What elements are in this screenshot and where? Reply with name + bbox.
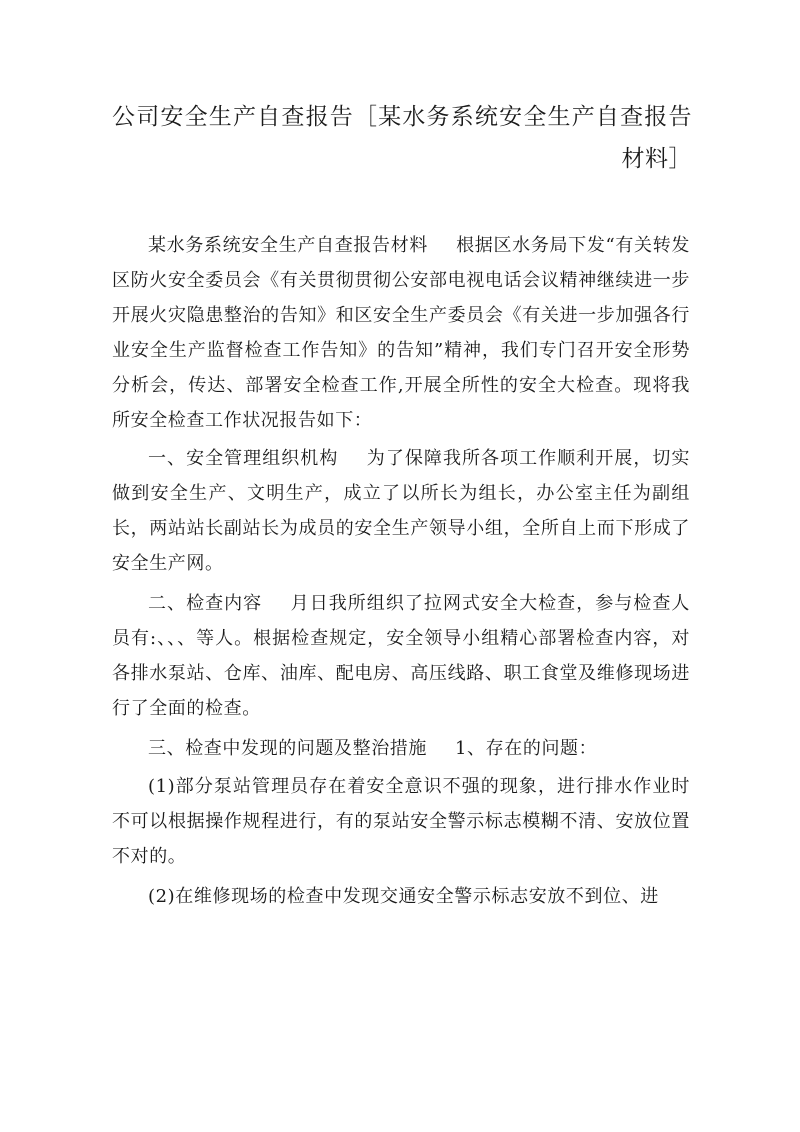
paragraph-issue-1: (1)部分泵站管理员存在着安全意识不强的现象，进行排水作业时不可以根据操作规程进行，有的泵站安全警示标志模糊不清、安放位置不对的。 — [112, 776, 690, 867]
paragraph-section-3 — [112, 731, 690, 766]
paragraph-issue-2: (2)在维修现场的检查中发现交通安全警示标志安放不到位、进 — [148, 886, 659, 907]
document-title: 公司安全生产自查报告［某水务系统安全生产自查报告材料］ — [112, 104, 692, 172]
paragraph-lead: 二、检查内容 — [148, 593, 263, 614]
paragraph-text: 为了保障我所各项工作顺利开展，切实做到安全生产、文明生产，成立了以所长为组长，办公室主任为副组长，两站站长副站长为成员的安全生产领导小组，全所自上而下形成了安全生产网。 — [112, 448, 691, 574]
paragraph-text: 月日我所组织了拉网式安全大检查，参与检查人员有:、、、等人。根据检查规定，安全领导小组精心部署检查内容，对各排水泵站、仓库、油库、配电房、高压线路、职工食堂及维修现场进行了全面的检查。 — [112, 593, 690, 719]
document-body — [112, 228, 690, 914]
paragraph-intro — [112, 228, 690, 438]
paragraph-lead: 三、检查中发现的问题及整治措施 — [148, 738, 427, 759]
paragraph-lead: 某水务系统安全生产自查报告材料 — [148, 235, 429, 256]
paragraph-section-1 — [112, 441, 690, 581]
paragraph-section-2 — [112, 586, 690, 726]
paragraph-lead: 一、安全管理组织机构 — [148, 448, 339, 469]
paragraph-text: 1、存在的问题： — [455, 738, 598, 759]
paragraph-text: 根据区水务局下发“有关转发区防火安全委员会《有关贯彻贯彻公安部电视电话会议精神继续进一步开展火灾隐患整治的告知》和区安全生产委员会《有关进一步加强各行业安全生产监督检查工作告知》的告知”精神，我们专门召开安全形势分析会，传达、部署安全检查工作,开展全所性的安全大检查。现将我所安全检查工作状况报告如下： — [112, 235, 690, 431]
